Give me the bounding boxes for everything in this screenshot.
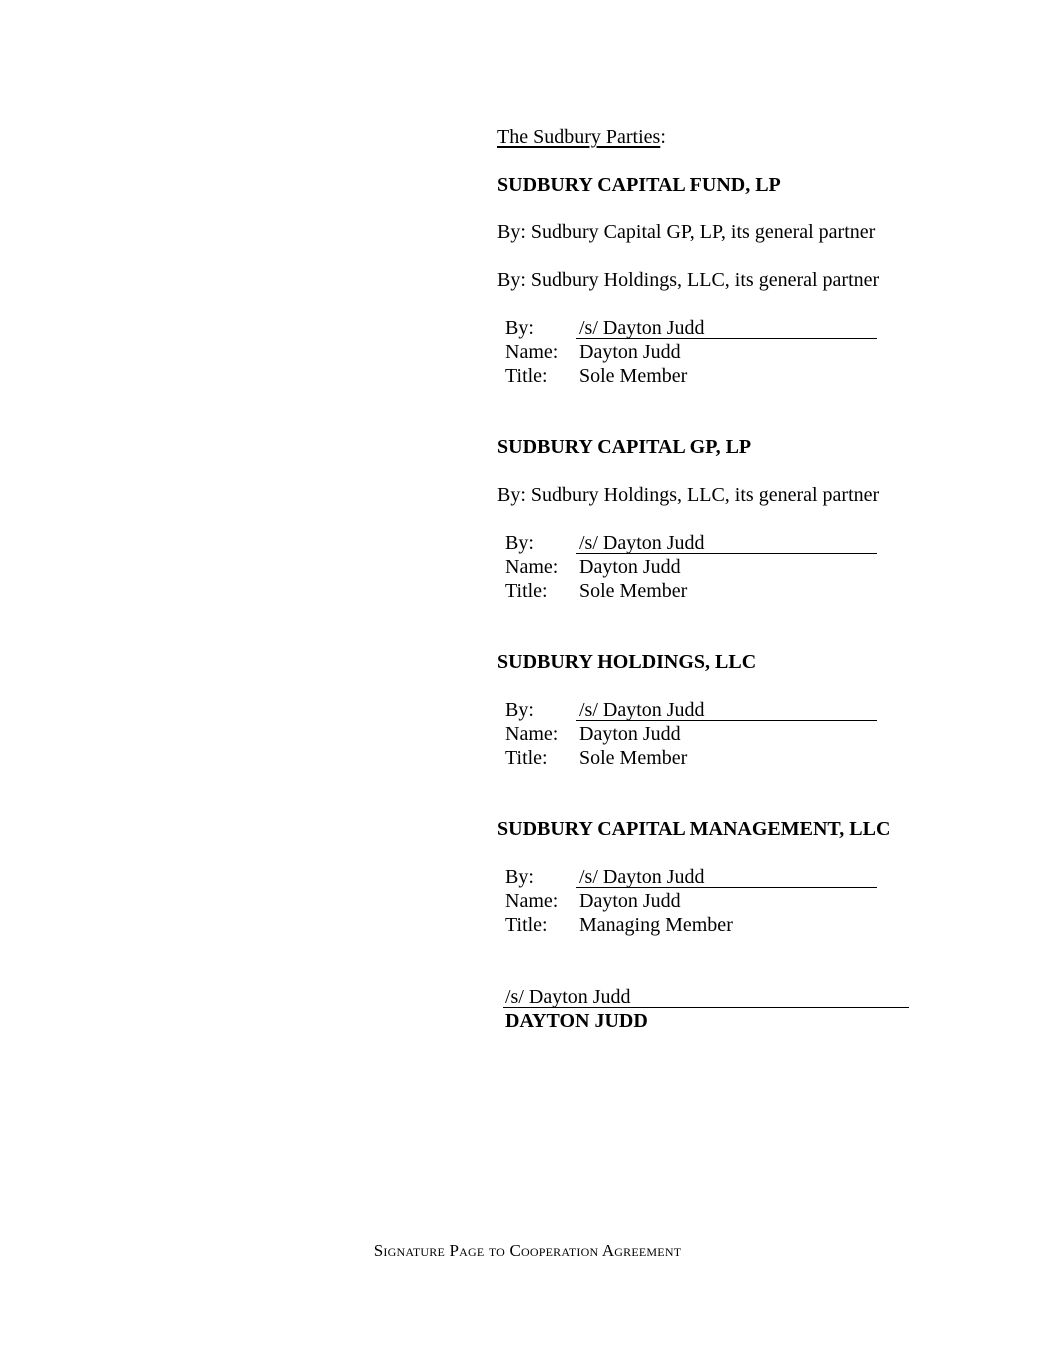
page-footer: Signature Page to Cooperation Agreement xyxy=(373,1241,682,1260)
individual-signature: /s/ Dayton Judd xyxy=(505,986,631,1008)
individual-name: DAYTON JUDD xyxy=(505,1010,648,1032)
signature-line xyxy=(576,338,877,339)
gp-name: SUDBURY CAPITAL GP, LP xyxy=(497,436,752,458)
title-label: Title: xyxy=(505,580,548,602)
holdings-name: SUDBURY HOLDINGS, LLC xyxy=(497,651,757,673)
fund-name: SUDBURY CAPITAL FUND, LP xyxy=(497,174,781,196)
signature: /s/ Dayton Judd xyxy=(579,317,705,339)
signer-title: Sole Member xyxy=(579,365,688,387)
name-label: Name: xyxy=(505,723,559,745)
signer-name: Dayton Judd xyxy=(579,341,681,363)
individual-signature-line xyxy=(503,1007,909,1008)
by-label: By: xyxy=(505,699,534,721)
signature-line xyxy=(576,887,877,888)
fund-by-line-2: By: Sudbury Holdings, LLC, its general partner xyxy=(497,269,880,291)
by-label: By: xyxy=(505,866,534,888)
signature: /s/ Dayton Judd xyxy=(579,866,705,888)
parties-heading-colon: : xyxy=(660,126,666,148)
name-label: Name: xyxy=(505,556,559,578)
parties-heading-label: The Sudbury Parties xyxy=(497,126,661,148)
signature-line xyxy=(576,720,877,721)
signature-line xyxy=(576,553,877,554)
signer-name: Dayton Judd xyxy=(579,890,681,912)
fund-by-line-1: By: Sudbury Capital GP, LP, its general partner xyxy=(497,221,876,243)
signer-name: Dayton Judd xyxy=(579,556,681,578)
signer-title: Managing Member xyxy=(579,914,733,936)
by-label: By: xyxy=(505,317,534,339)
title-label: Title: xyxy=(505,365,548,387)
parties-heading xyxy=(497,125,666,149)
signature: /s/ Dayton Judd xyxy=(579,699,705,721)
title-label: Title: xyxy=(505,747,548,769)
gp-by-line-1: By: Sudbury Holdings, LLC, its general partner xyxy=(497,484,880,506)
name-label: Name: xyxy=(505,341,559,363)
signer-title: Sole Member xyxy=(579,580,688,602)
signature: /s/ Dayton Judd xyxy=(579,532,705,554)
by-label: By: xyxy=(505,532,534,554)
signer-title: Sole Member xyxy=(579,747,688,769)
title-label: Title: xyxy=(505,914,548,936)
management-name: SUDBURY CAPITAL MANAGEMENT, LLC xyxy=(497,818,891,840)
signer-name: Dayton Judd xyxy=(579,723,681,745)
name-label: Name: xyxy=(505,890,559,912)
